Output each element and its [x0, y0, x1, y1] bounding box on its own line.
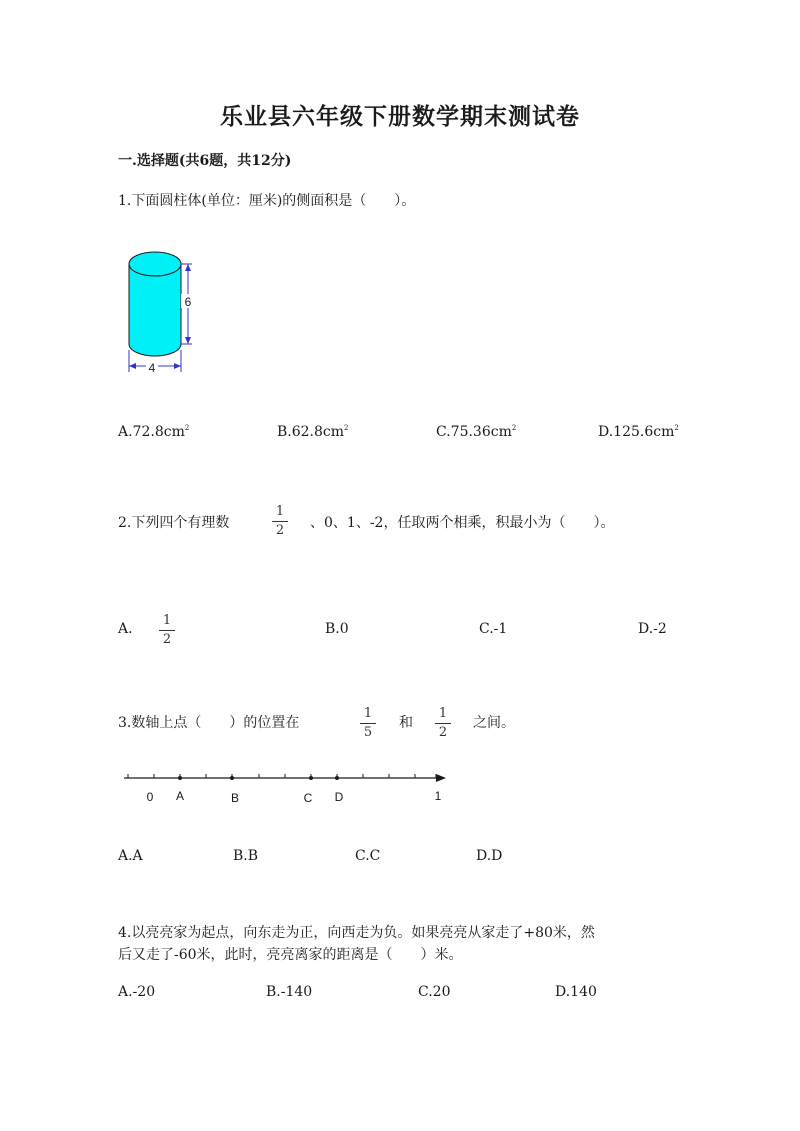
diameter-label: 4 — [148, 361, 156, 375]
q3-option-c: C.C — [355, 848, 381, 864]
q2-option-c: C.-1 — [479, 621, 508, 637]
q2-option-a-fraction: 1 2 — [159, 613, 175, 648]
point-b-marker — [230, 776, 234, 780]
number-line — [118, 766, 453, 810]
question-2-prefix: 2.下列四个有理数 — [118, 515, 230, 531]
height-arrow-down — [185, 337, 191, 344]
height-label: 6 — [184, 295, 192, 309]
q2-option-b: B.0 — [325, 621, 349, 637]
question-1-text: 1.下面圆柱体(单位：厘米)的侧面积是（ ）。 — [118, 193, 416, 209]
question-3-middle: 和 — [399, 715, 413, 731]
number-line-arrow — [436, 774, 446, 782]
q3-option-d: D.D — [476, 848, 503, 864]
cylinder-figure — [118, 236, 218, 380]
point-a-marker — [178, 776, 182, 780]
q1-option-a: $A.72.8cm^2$ — [118, 424, 190, 440]
section-heading: 一.选择题(共6题，共12分) — [118, 153, 292, 169]
q3-fraction-1: 1 5 — [360, 706, 376, 741]
q1-option-b: $B.62.8cm^2$ — [277, 424, 349, 440]
label-c: C — [303, 791, 313, 805]
q1-option-d: $D.125.6cm^2$ — [598, 424, 679, 440]
q4-option-c: C.20 — [418, 984, 451, 1000]
point-d-marker — [335, 776, 339, 780]
q3-fraction-2: 1 2 — [435, 706, 451, 741]
page-title: 乐业县六年级下册数学期末测试卷 — [220, 103, 580, 130]
q2-option-d: D.-2 — [638, 621, 667, 637]
cylinder-top — [129, 252, 181, 276]
question-3-suffix: 之间。 — [473, 715, 515, 731]
cylinder-body — [129, 264, 181, 356]
q4-option-d: D.140 — [555, 984, 597, 1000]
q4-option-a: A.-20 — [118, 984, 156, 1000]
label-a: A — [175, 789, 185, 803]
q3-option-b: B.B — [233, 848, 259, 864]
height-arrow-up — [185, 264, 191, 271]
q4-option-b: B.-140 — [266, 984, 313, 1000]
point-c-marker — [309, 776, 313, 780]
q2-fraction: 1 2 — [272, 504, 288, 539]
label-zero: 0 — [146, 790, 154, 804]
question-4-line-1: 4.以亮亮家为起点，向东走为正，向西走为负。如果亮亮从家走了+80米，然 — [118, 925, 595, 941]
diameter-arrow-right — [174, 363, 181, 369]
label-one: 1 — [434, 789, 442, 803]
question-2-suffix: 、0、1、-2，任取两个相乘，积最小为（ ）。 — [310, 515, 615, 531]
label-b: B — [230, 791, 240, 805]
question-4-line-2: 后又走了-60米，此时，亮亮离家的距离是（ ）米。 — [118, 947, 463, 963]
q3-option-a: A.A — [118, 848, 143, 864]
q1-option-c: $C.75.36cm^2$ — [436, 424, 517, 440]
question-3-prefix: 3.数轴上点（ ）的位置在 — [118, 715, 300, 731]
diameter-arrow-left — [129, 363, 136, 369]
q2-option-a: A. — [118, 621, 133, 637]
label-d: D — [334, 790, 344, 804]
